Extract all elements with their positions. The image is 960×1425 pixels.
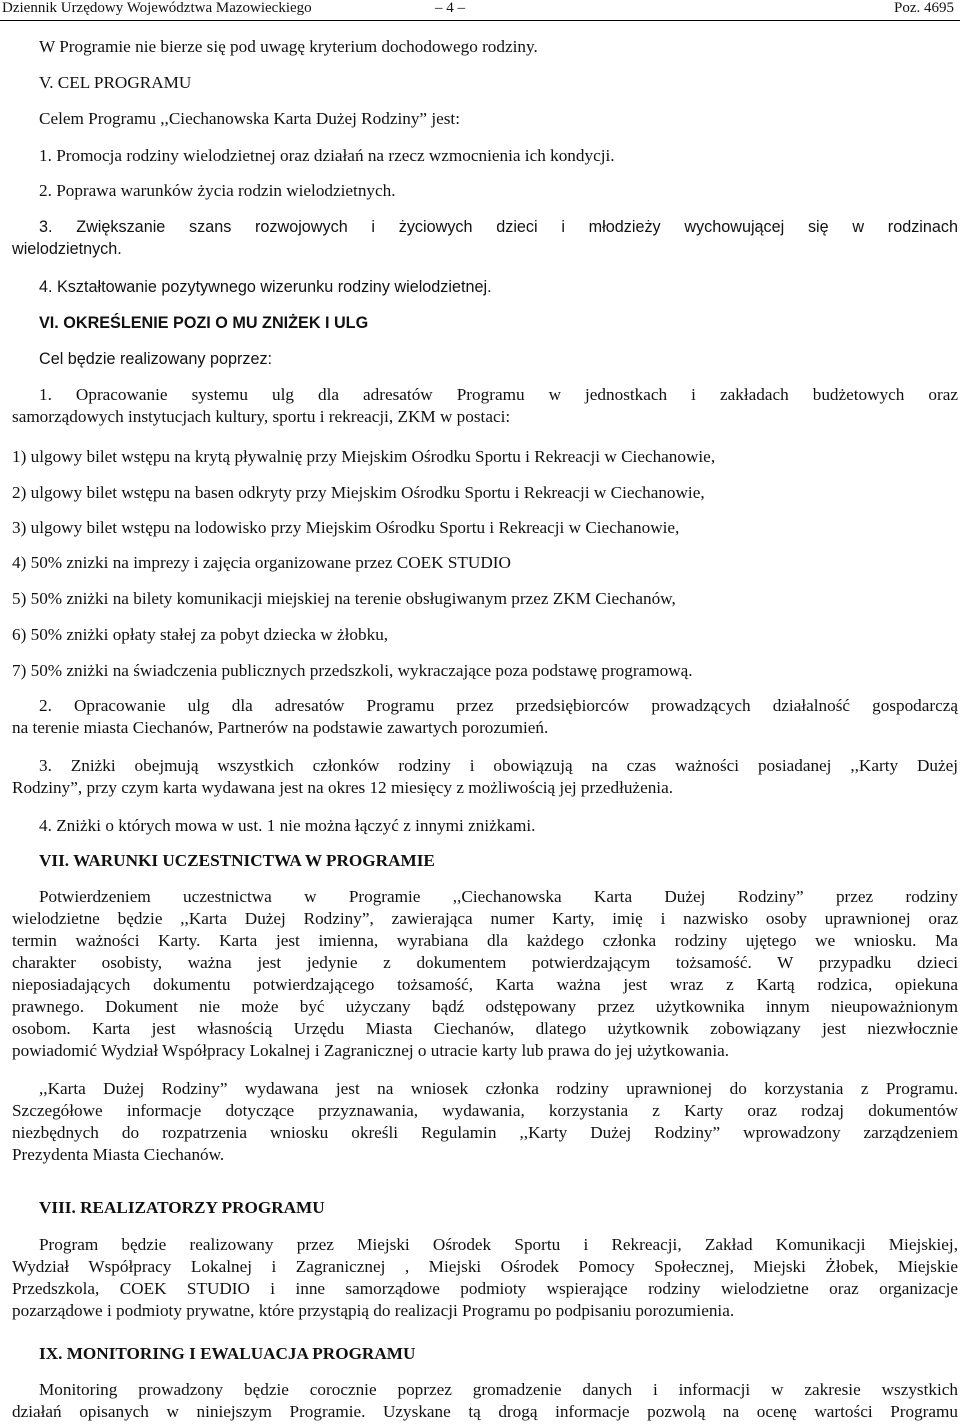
goal-item-1: 1. Promocja rodziny wielodzietnej oraz działań na rzecz wzmocnienia ich kondycji. <box>39 146 615 165</box>
discount-point-2: 2. Opracowanie ulg dla adresatów Programu przez przedsiębiorców prowadzących działalność gospodarczą na terenie miasta Ciechanów, Partnerów na podstawie zawartych porozumień. <box>12 696 958 737</box>
discount-point-3: 3. Zniżki obejmują wszystkich członków rodziny i obowiązują na czas ważności posiadanej ,,Karty Dużej Rodziny”, przy czym karta wydawana jest na okres 12 miesięcy z możliwością jej przedłużenia. <box>12 756 958 797</box>
goal-item-2: 2. Poprawa warunków życia rodzin wielodzietnych. <box>39 181 396 200</box>
discount-point-4: 4. Zniżki o których mowa w ust. 1 nie można łączyć z innymi zniżkami. <box>39 816 536 835</box>
page-number: – 4 – <box>435 0 465 16</box>
section-ix-heading: IX. MONITORING I EWALUACJA PROGRAMU <box>39 1344 416 1363</box>
discount-item-2: 2) ulgowy bilet wstępu na basen odkryty przy Miejskim Ośrodku Sportu i Rekreacji w Ciechanowie, <box>12 483 705 502</box>
discount-item-6: 6) 50% zniżki opłaty stałej za pobyt dziecka w żłobku, <box>12 625 389 644</box>
position-number: Poz. 4695 <box>894 0 954 16</box>
discount-item-7: 7) 50% zniżki na świadczenia publicznych przedszkoli, wykraczające poza podstawę programową. <box>12 661 693 680</box>
discount-item-1: 1) ulgowy bilet wstępu na krytą pływalnię przy Miejskim Ośrodku Sportu i Rekreacji w Ciechanowie, <box>12 447 716 466</box>
participation-paragraph: Potwierdzeniem uczestnictwa w Programie ,,Ciechanowska Karta Dużej Rodziny” przez rodziny wielodzietne będzie ,,Karta Dużej Rodziny”, zawierająca numer Karty, imię i nazwisko osoby uprawnionej oraz termin ważności Karty. Karta jest imienna, wyrabiana dla każdego członka rodziny ujętego we wniosku. Ma charakter osobisty, ważna jest jedynie z dokumentem potwierdzającym tożsamość. W przypadku dzieci nieposiadających dokumentu potwierdzającego tożsamość, Karta ważna jest wraz z Kartą rodzica, opiekuna prawnego. Dokument nie może być użyczany bądź odstępowany przez użytkownika innym nieupoważnionym osobom. Karta jest własnością Urzędu Miasta Ciechanów, dlatego użytkownik zobowiązany jest niezwłocznie powiadomić Wydział Współpracy Lokalnej i Zagranicznej o utracie karty lub prawa do jej użytkowania. <box>12 887 958 1060</box>
discount-point-1: 1. Opracowanie systemu ulg dla adresatów Programu w jednostkach i zakładach budżetowych oraz samorządowych instytucjach kultury, sportu i rekreacji, ZKM w postaci: <box>12 385 958 426</box>
criterion-note: W Programie nie bierze się pod uwagę kryterium dochodowego rodziny. <box>39 37 538 56</box>
card-issuance-paragraph: ,,Karta Dużej Rodziny” wydawana jest na wniosek członka rodziny uprawnionej do korzystania z Programu. Szczegółowe informacje dotyczące przyznawania, wydawania, korzystania z Karty oraz rodzaj dokumentów niezbędnych do rozpatrzenia wniosku określi Regulamin ,,Karty Dużej Rodziny” wprowadzony zarządzeniem Prezydenta Miasta Ciechanów. <box>12 1079 958 1164</box>
section-vi-intro: Cel będzie realizowany poprzez: <box>39 350 273 368</box>
section-viii-heading: VIII. REALIZATORZY PROGRAMU <box>39 1198 325 1217</box>
page-header <box>0 0 960 21</box>
goal-intro: Celem Programu ,,Ciechanowska Karta Dużej Rodziny” jest: <box>39 109 460 128</box>
goal-item-3: 3. Zwiększanie szans rozwojowych i życiowych dzieci i młodzieży wychowującej się w rodzinach wielodzietnych. <box>12 218 958 258</box>
goal-item-4: 4. Kształtowanie pozytywnego wizerunku rodziny wielodzietnej. <box>39 278 492 296</box>
implementers-paragraph: Program będzie realizowany przez Miejski Ośrodek Sportu i Rekreacji, Zakład Komunikacji Miejskiej, Wydział Współpracy Lokalnej i Zagranicznej , Miejski Ośrodek Pomocy Społecznej, Miejski Żłobek, Miejskie Przedszkola, COEK STUDIO i inne samorządowe podmioty wspierające rodziny wielodzietne oraz organizacje pozarządowe i podmioty prywatne, które przystąpią do realizacji Programu po podpisaniu porozumienia. <box>12 1235 958 1320</box>
journal-title: Dziennik Urzędowy Województwa Mazowieckiego <box>2 0 312 16</box>
discount-item-5: 5) 50% zniżki na bilety komunikacji miejskiej na terenie obsługiwanym przez ZKM Ciechanów, <box>12 589 676 608</box>
discount-item-3: 3) ulgowy bilet wstępu na lodowisko przy Miejskim Ośrodku Sportu i Rekreacji w Ciechanowie, <box>12 518 680 537</box>
monitoring-paragraph: Monitoring prowadzony będzie corocznie poprzez gromadzenie danych i informacji w zakresie wszystkich działań opisanych w niniejszym Programie. Uzyskane tą drogą informacje pozwolą na ocenę wartości Programu <box>12 1380 958 1421</box>
section-vi-heading: VI. OKREŚLENIE POZI O MU ZNIŻEK I ULG <box>39 314 369 332</box>
section-v-heading: V. CEL PROGRAMU <box>39 73 192 92</box>
discount-item-4: 4) 50% znizki na imprezy i zajęcia organizowane przez COEK STUDIO <box>12 553 511 572</box>
section-vii-heading: VII. WARUNKI UCZESTNICTWA W PROGRAMIE <box>39 851 435 870</box>
